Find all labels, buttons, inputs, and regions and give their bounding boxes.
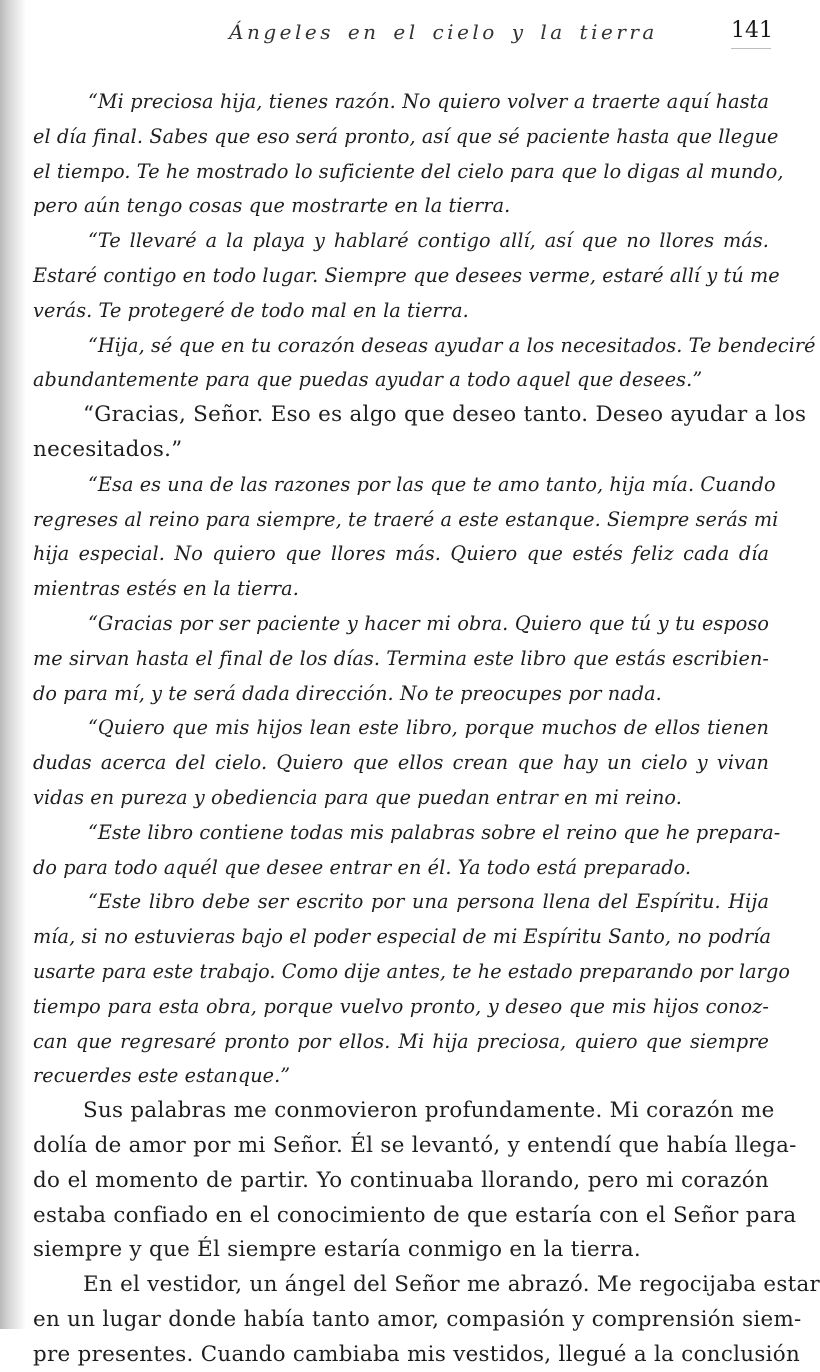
text-line: “Mi preciosa hija, tienes razón. No quiero volver a traerte aquí hasta bbox=[88, 90, 769, 113]
body-text bbox=[33, 85, 820, 1367]
text-line: dudas acerca del cielo. Quiero que ellos crean que hay un cielo y vivan bbox=[33, 751, 769, 775]
text-line: do para todo aquél que desee entrar en él. Ya todo está preparado. bbox=[33, 855, 692, 879]
text-line: en un lugar donde había tanto amor, compasión y comprensión siem- bbox=[33, 1306, 802, 1332]
text-line: regreses al reino para siempre, te traeré a este estanque. Siempre serás mi bbox=[33, 507, 779, 531]
text-line: necesitados.” bbox=[33, 436, 183, 462]
text-line: verás. Te protegeré de todo mal en la tierra. bbox=[33, 298, 469, 322]
text-line: dolía de amor por mi Señor. Él se levantó, y entendí que había llega- bbox=[33, 1132, 797, 1158]
text-line: usarte para este trabajo. Como dije antes, te he estado preparando por largo bbox=[33, 959, 790, 983]
text-line: “Este libro debe ser escrito por una persona llena del Espíritu. Hija bbox=[88, 890, 769, 914]
text-line: tiempo para esta obra, porque vuelvo pronto, y deseo que mis hijos conoz- bbox=[33, 994, 769, 1018]
text-line: el tiempo. Te he mostrado lo suficiente del cielo para que lo digas al mundo, bbox=[33, 159, 784, 183]
text-line: estaba confiado en el conocimiento de que estaría con el Señor para bbox=[33, 1202, 797, 1228]
text-line: mientras estés en la tierra. bbox=[33, 577, 299, 601]
page-gutter-shadow bbox=[0, 0, 26, 1329]
page-number: 141 bbox=[731, 18, 773, 43]
text-line: “Gracias, Señor. Eso es algo que deseo tanto. Deseo ayudar a los bbox=[83, 402, 807, 428]
text-line: vidas en pureza y obediencia para que puedan entrar en mi reino. bbox=[33, 785, 682, 809]
running-header bbox=[0, 16, 800, 56]
text-line: Estaré contigo en todo lugar. Siempre que desees verme, estaré allí y tú me bbox=[33, 263, 780, 287]
text-line: abundantemente para que puedas ayudar a todo aquel que desees.” bbox=[33, 368, 703, 392]
text-line: mía, si no estuvieras bajo el poder especial de mi Espíritu Santo, no podría bbox=[33, 925, 772, 949]
text-line: pre presentes. Cuando cambiaba mis vestidos, llegué a la conclusión bbox=[33, 1341, 801, 1367]
text-line: “Este libro contiene todas mis palabras sobre el reino que he prepara- bbox=[88, 820, 781, 844]
text-line: me sirvan hasta el final de los días. Termina este libro que estás escribien- bbox=[33, 646, 769, 670]
text-line: “Quiero que mis hijos lean este libro, porque muchos de ellos tienen bbox=[88, 716, 769, 740]
text-line: do para mí, y te será dada dirección. No te preocupes por nada. bbox=[33, 681, 662, 705]
text-line: Sus palabras me conmovieron profundamente. Mi corazón me bbox=[83, 1098, 775, 1124]
text-line: “Te llevaré a la playa y hablaré contigo allí, así que no llores más. bbox=[88, 229, 769, 253]
text-line: recuerdes este estanque.” bbox=[33, 1064, 291, 1088]
text-line: el día final. Sabes que eso será pronto, así que sé paciente hasta que llegue bbox=[33, 124, 779, 148]
text-line: En el vestidor, un ángel del Señor me abrazó. Me regocijaba estar bbox=[83, 1272, 820, 1298]
text-line: hija especial. No quiero que llores más. Quiero que estés feliz cada día bbox=[33, 542, 769, 566]
text-line: “Hija, sé que en tu corazón deseas ayudar a los necesitados. Te bendeciré bbox=[88, 333, 816, 357]
text-line: can que regresaré pronto por ellos. Mi hija preciosa, quiero que siempre bbox=[33, 1029, 769, 1053]
text-line: “Gracias por ser paciente y hacer mi obra. Quiero que tú y tu esposo bbox=[88, 611, 769, 635]
text-line: siempre y que Él siempre estaría conmigo en la tierra. bbox=[33, 1237, 642, 1263]
running-title: Ángeles en el cielo y la tierra bbox=[229, 20, 658, 44]
text-line: do el momento de partir. Yo continuaba llorando, pero mi corazón bbox=[33, 1167, 769, 1193]
text-line: “Esa es una de las razones por las que te amo tanto, hija mía. Cuando bbox=[88, 472, 776, 496]
text-line: pero aún tengo cosas que mostrarte en la tierra. bbox=[33, 194, 511, 218]
